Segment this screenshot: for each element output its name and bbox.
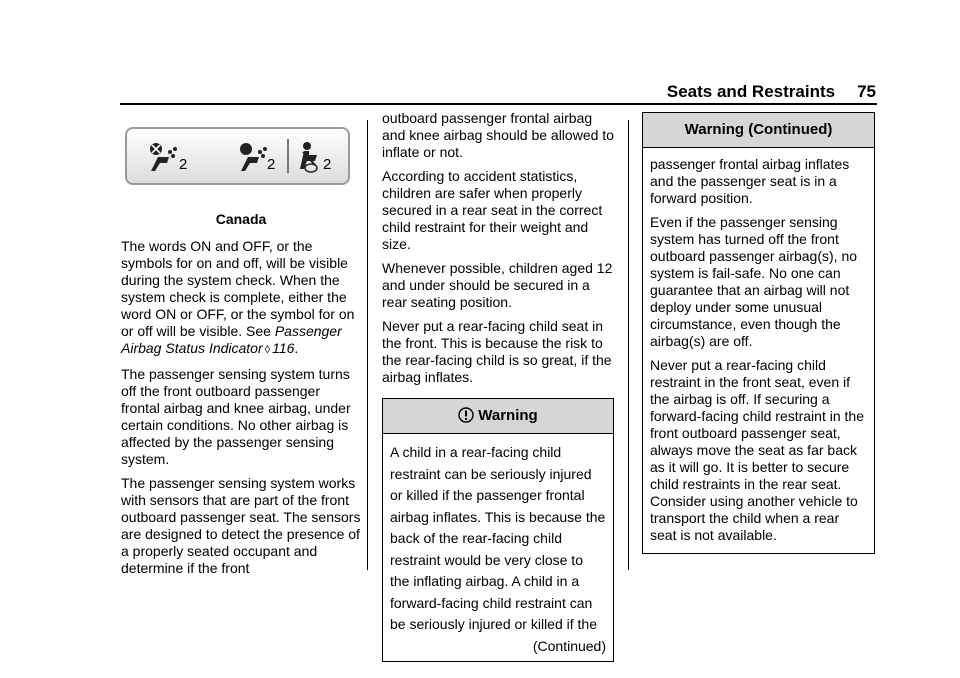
warning-box-continued [642,112,875,554]
panel-divider [287,139,289,173]
warning-text: A child in a rear-facing child restraint can be seriously injured or killed if the passenger frontal airbag inflates. This is because the back of the rear-facing child restraint would be very close to the inflating airbag. A child in a forward-facing child restraint can be seriously injured or killed if the [390,444,606,632]
column-3 [642,112,875,554]
icon-subscript: 2 [179,156,188,173]
cross-reference-link[interactable]: Passenger Airbag Status Indicator [121,323,342,356]
paragraph: The passenger sensing system turns off the front outboard passenger frontal airbag and knee airbag, under certain conditions. No other airbag is affected by the passenger sensing system. [121,366,351,467]
warning-text: passenger frontal airbag inflates and the passenger seat is in a forward position. [650,156,850,206]
paragraph: According to accident statistics, children are safer when properly secured in a rear seat in the correct child restraint for their weight and size. [382,168,603,252]
icon-subscript: 2 [323,156,332,173]
figure-caption: Canada [215,211,267,227]
continued-note: (Continued) [532,637,606,654]
page-number: 75 [857,82,876,101]
column-divider [367,120,368,570]
paragraph: Whenever possible, children aged 12 and under should be secured in a rear seating position. [382,260,613,310]
column-divider [628,120,629,570]
warning-title: Warning [478,407,538,424]
warning-box [382,398,614,662]
paragraph: Never put a rear-facing child seat in the front. This is because the risk to the rear-facing child is so great, if the airbag inflates. [382,318,612,385]
page-reference[interactable]: 116 [272,340,295,356]
warning-header [383,399,613,434]
paragraph: outboard passenger frontal airbag and knee airbag should be allowed to inflate or not. [382,110,614,160]
header-rule [120,103,877,105]
paragraph: The passenger sensing system works with sensors that are part of the front outboard passenger seat. The sensors are designed to detect the presence of a properly seated occupant and determine if the front [121,475,361,576]
warning-text: Even if the passenger sensing system has turned off the front outboard passenger airbag(s), no system is fail-safe. No one can guarantee that an airbag will not deploy under some unusual circumstance, even though the airbag(s) are off. [650,214,858,349]
caution-icon [458,407,474,423]
passenger-airbag-indicator-panel [125,127,350,185]
column-2 [382,110,614,662]
warning-text: Never put a rear-facing child restraint in the front seat, even if the airbag is off. If securing a forward-facing child restraint in the front outboard passenger seat, always move the seat as far back as it will go. It is better to secure child restraints in the rear seat. Consider using another vehicle to transport the child when a rear seat is not available. [650,357,864,543]
column-1 [121,127,361,584]
section-title: Seats and Restraints [666,82,836,101]
warning-body [383,434,613,661]
icon-subscript: 2 [267,156,276,173]
paragraph: The words ON and OFF, or the symbols for on and off, will be visible during the system check. When the system check is complete, either the word ON or OFF, or the symbol for on or off will be visible. See Passenger Airbag Status Indicator ◊ 116. [121,238,355,356]
warning-body [643,148,874,553]
page-reference-icon: ◊ [264,344,271,356]
page-header [120,82,876,102]
warning-header: Warning (Continued) [643,113,874,148]
